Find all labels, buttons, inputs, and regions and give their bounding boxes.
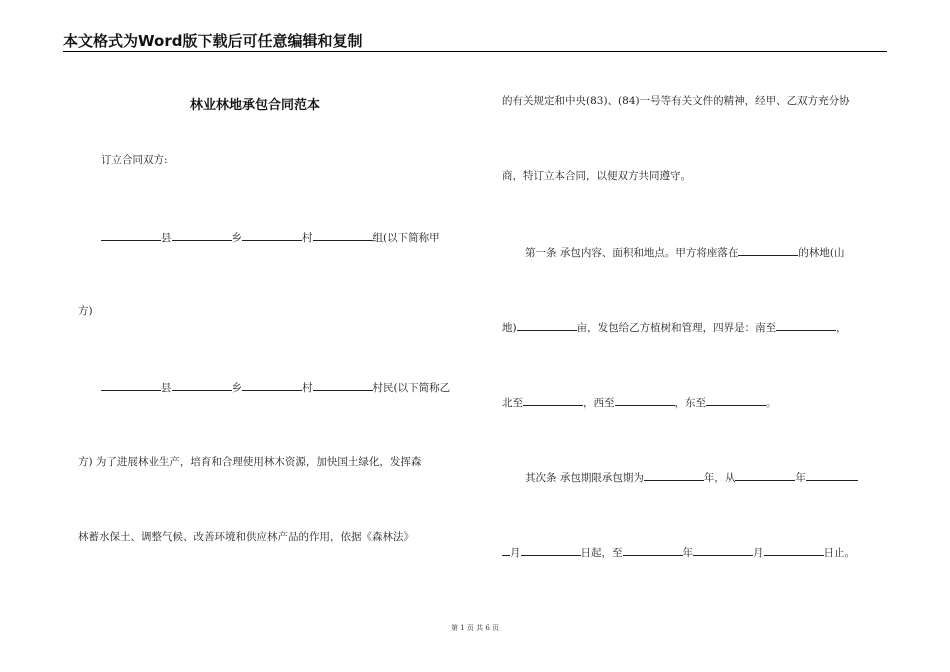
blank [776,319,836,331]
article-2-text: 年 [795,472,806,484]
blank [242,379,302,391]
blank [523,394,583,406]
page-number: 第 1 页 共 6 页 [450,624,500,632]
west-label: ，西至 [583,397,615,409]
period: 。 [766,397,777,409]
party-a-line [101,229,440,245]
article-2-text: 日止。 [823,547,855,559]
article-2-text: 月 [510,547,521,559]
article-2-text: 年，从 [703,472,736,484]
article-2-text: 年 [682,547,693,559]
intro-text: 订立合同双方: [101,154,168,166]
blank [623,544,683,556]
article-2-text: 日起，至 [580,547,623,559]
article-1-text: 的林地(山 [798,247,845,259]
blank [693,544,753,556]
blank [706,394,766,406]
blank [764,544,824,556]
blank [517,319,577,331]
article-2-line [525,469,858,485]
blank [735,469,795,481]
group-label: 组(以下简称甲 [372,232,440,244]
east-label: ，东至 [674,397,706,409]
document-title: 林业林地承包合同范本 [190,98,321,113]
article-1-line [525,244,844,260]
article-1-boundaries [502,394,777,410]
body-text-line: 林蓄水保土、调整气候、改善环境和供应林产品的作用，依据《森林法》 [78,531,414,543]
village-label: 村 [302,382,313,394]
blank [644,469,704,481]
blank [521,544,581,556]
north-label: 北至 [502,397,523,409]
blank [101,229,161,241]
article-2-text: 月 [753,547,764,559]
party-b-line [101,379,450,395]
township-label: 乡 [231,382,242,394]
body-text-line: 商，特订立本合同，以便双方共同遵守。 [502,170,691,182]
header-divider [63,51,887,52]
township-label: 乡 [231,232,242,244]
blank [172,229,232,241]
article-1-text: ， [836,322,847,334]
document-header: 本文格式为Word版下载后可任意编辑和复制 [63,32,363,50]
village-label: 村 [302,232,313,244]
blank [313,229,373,241]
article-2-line [502,544,855,560]
blank [738,244,798,256]
blank [615,394,675,406]
blank [502,544,510,556]
article-2-heading: 其次条 承包期限承包期为 [525,472,644,484]
article-1-text: 地) [502,322,517,334]
blank [172,379,232,391]
blank [313,379,373,391]
county-label: 县 [161,232,172,244]
body-text-line: 的有关规定和中央(83)、(84)一号等有关文件的精神，经甲、乙双方充分协 [502,95,850,107]
article-1-text: 亩，发包给乙方植树和管理，四界是：南至 [576,322,777,334]
blank [101,379,161,391]
blank [242,229,302,241]
article-1-line [502,319,847,335]
article-1-heading: 第一条 承包内容、面积和地点。甲方将座落在 [525,247,739,259]
intro-line [101,153,168,167]
county-label: 县 [161,382,172,394]
blank [806,469,858,481]
body-text-line: 方) 为了进展林业生产，培育和合理使用林木资源，加快国土绿化，发挥森 [78,456,422,468]
villager-label: 村民(以下简称乙 [372,382,451,394]
party-a-cont: 方) [78,305,93,317]
